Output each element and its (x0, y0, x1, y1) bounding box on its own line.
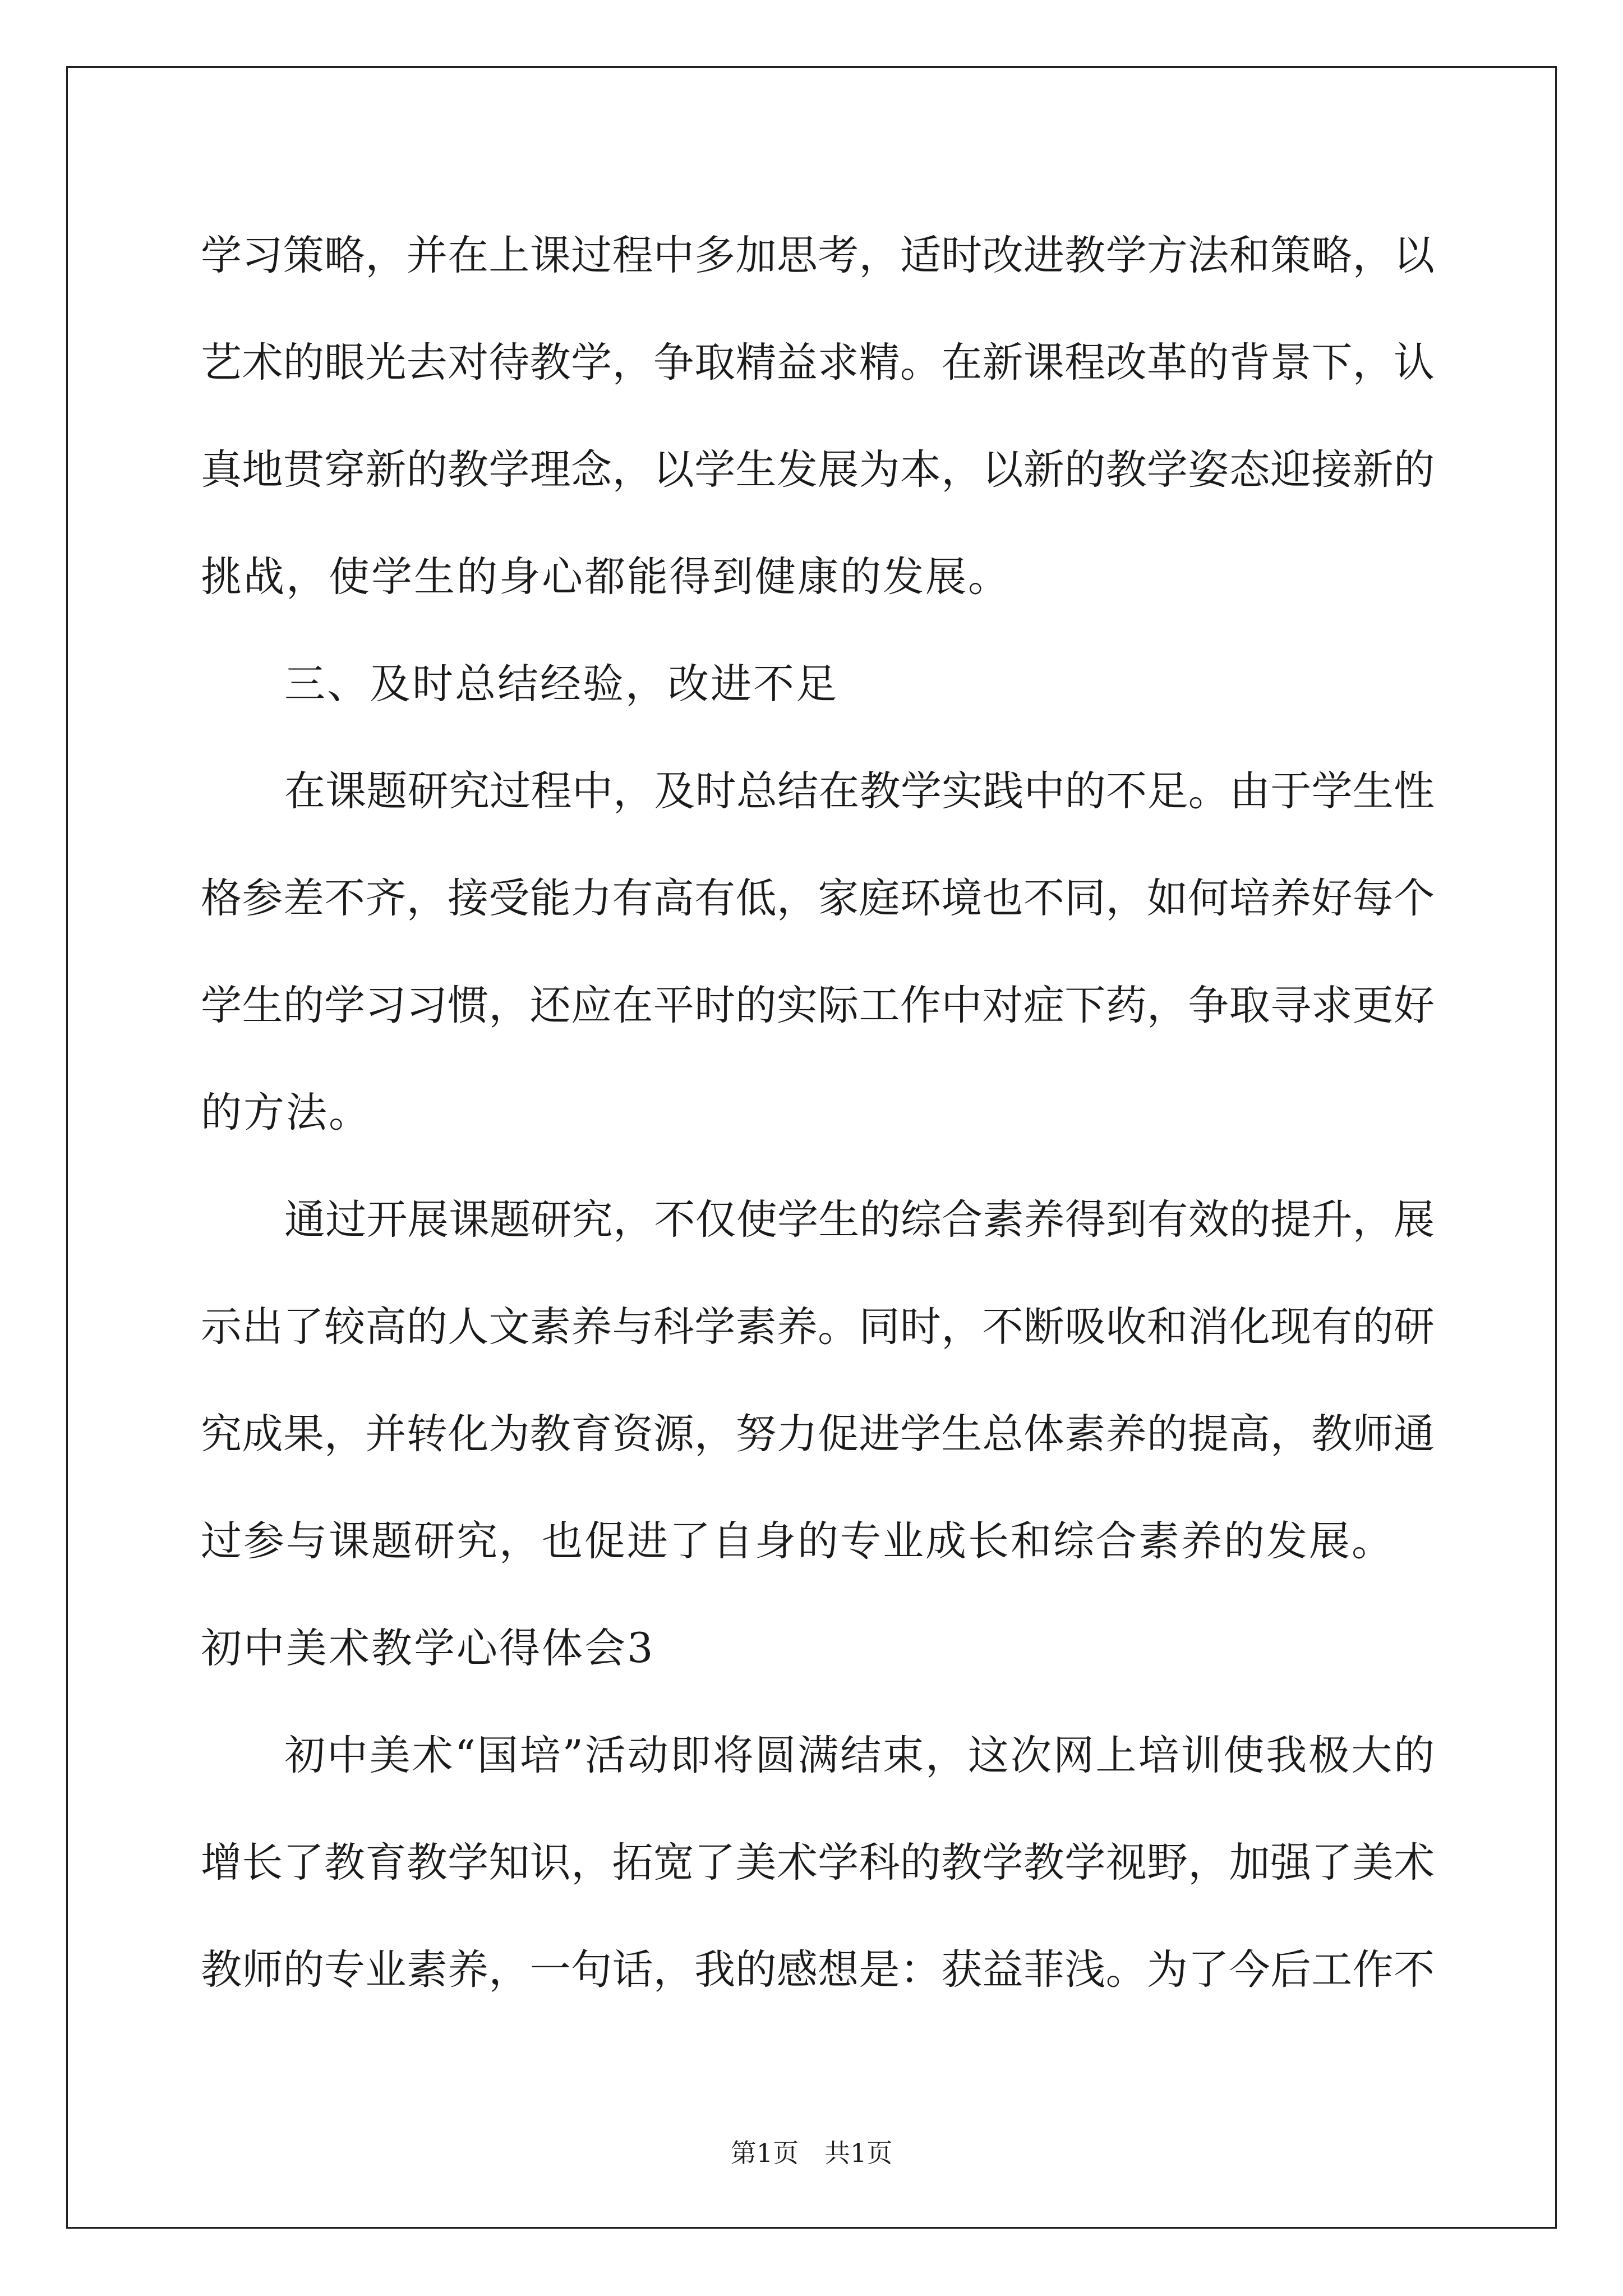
text-line: 究成果，并转化为教育资源，努力促进学生总体素养的提高，教师通 (201, 1410, 1435, 1458)
text-line: 通过开展课题研究，不仅使学生的综合素养得到有效的提升，展 (284, 1196, 1435, 1244)
text-line: 学习策略，并在上课过程中多加思考，适时改进教学方法和策略，以 (201, 232, 1435, 279)
article-title: 初中美术教学心得体会3 (201, 1625, 655, 1672)
text-line: 真地贯穿新的教学理念，以学生发展为本，以新的教学姿态迎接新的 (201, 446, 1435, 494)
section-heading: 三、及时总结经验，改进不足 (284, 660, 838, 708)
text-line: 挑战，使学生的身心都能得到健康的发展。 (201, 553, 1011, 601)
text-line: 艺术的眼光去对待教学，争取精益求精。在新课程改革的背景下，认 (201, 339, 1435, 386)
text-line: 示出了较高的人文素养与科学素养。同时，不断吸收和消化现有的研 (201, 1303, 1435, 1351)
document-body (201, 202, 1435, 2023)
text-line: 在课题研究过程中，及时总结在教学实践中的不足。由于学生性 (284, 767, 1435, 815)
text-line: 格参差不齐，接受能力有高有低，家庭环境也不同，如何培养好每个 (201, 875, 1435, 922)
page-number-footer: 第1页 共1页 (730, 2138, 893, 2168)
text-line: 过参与课题研究，也促进了自身的专业成长和综合素养的发展。 (201, 1517, 1394, 1565)
text-line: 学生的学习习惯，还应在平时的实际工作中对症下药，争取寻求更好 (201, 982, 1435, 1029)
text-line: 的方法。 (201, 1089, 371, 1137)
text-line: 初中美术“国培”活动即将圆满结束，这次网上培训使我极大的 (284, 1732, 1435, 1779)
text-line: 增长了教育教学知识，拓宽了美术学科的教学教学视野，加强了美术 (201, 1839, 1435, 1887)
text-line: 教师的专业素养，一句话，我的感想是：获益菲浅。为了今后工作不 (201, 1946, 1435, 1994)
